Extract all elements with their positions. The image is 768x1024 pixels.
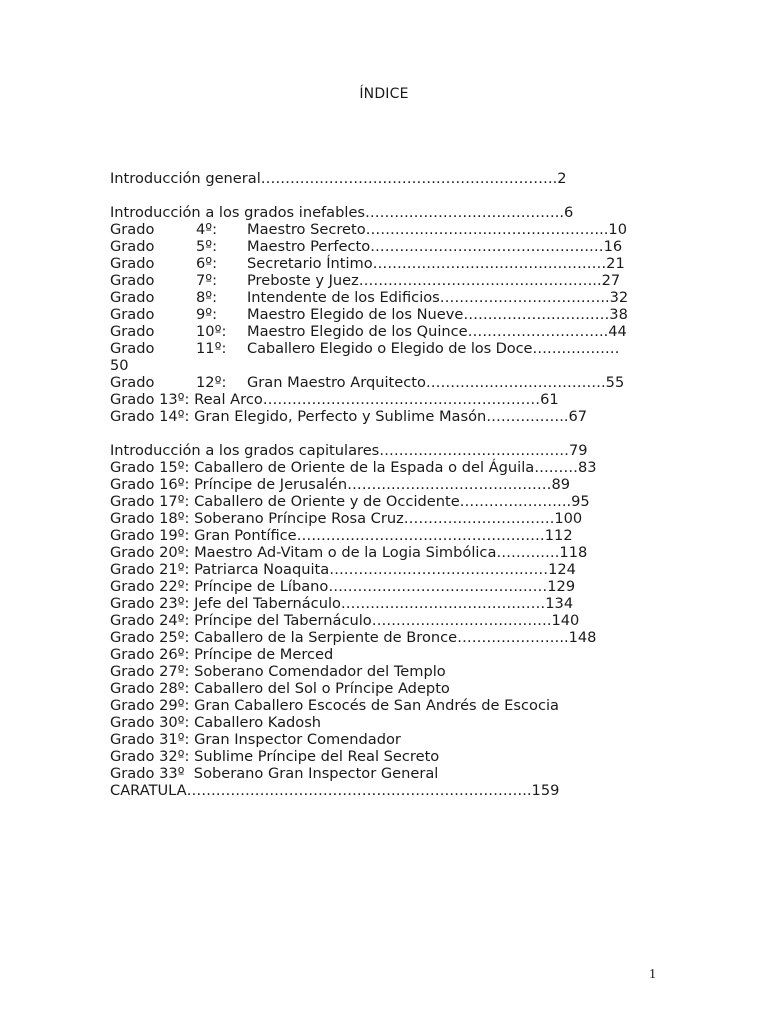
toc-entry: Grado 31º: Gran Inspector Comendador <box>110 731 401 748</box>
grade-word: Grado <box>110 238 155 255</box>
page-number: 1 <box>649 967 656 982</box>
toc-entry <box>110 323 670 340</box>
toc-entry: Grado 13º: Real Arco…………………………………………………61 <box>110 391 559 408</box>
grade-number: 4º: <box>196 221 218 238</box>
toc-entry <box>110 374 670 391</box>
grade-title: Gran Maestro Arquitecto……………………………….55 <box>247 374 625 391</box>
toc-section-heading: Introducción a los grados capitulares…………………………………79 <box>110 442 588 459</box>
toc-entry <box>110 289 670 306</box>
toc-entry <box>110 340 670 357</box>
toc-entry: Grado 27º: Soberano Comendador del Templo <box>110 663 446 680</box>
grade-word: Grado <box>110 272 155 289</box>
grade-title: Preboste y Juez…………………………………………..27 <box>247 272 621 289</box>
toc-entry: Introducción general…………………………………………………….2 <box>110 170 567 187</box>
toc-entry: Grado 26º: Príncipe de Merced <box>110 646 334 663</box>
grade-title: Intendente de los Edificios……………………………..32 <box>247 289 629 306</box>
toc-entry: Grado 25º: Caballero de la Serpiente de Bronce…………………..148 <box>110 629 597 646</box>
toc-section-heading: Introducción a los grados inefables…………………………………..6 <box>110 204 574 221</box>
toc-entry: Grado 14º: Gran Elegido, Perfecto y Sublime Masón……………..67 <box>110 408 588 425</box>
grade-number: 5º: <box>196 238 218 255</box>
grade-title: Maestro Secreto…………………………………………..10 <box>247 221 628 238</box>
toc-entry: Grado 33º Soberano Gran Inspector General <box>110 765 439 782</box>
toc-entry: Grado 32º: Sublime Príncipe del Real Secreto <box>110 748 440 765</box>
toc-entry: Grado 16º: Príncipe de Jerusalén……………………………………89 <box>110 476 571 493</box>
grade-number: 12º: <box>196 374 227 391</box>
toc-entry: Grado 30º: Caballero Kadosh <box>110 714 322 731</box>
toc-entry: Grado 15º: Caballero de Oriente de la Espada o del Águila………83 <box>110 459 597 476</box>
grade-title: Maestro Elegido de los Nueve…………………………38 <box>247 306 628 323</box>
grade-word: Grado <box>110 323 155 340</box>
toc-entry: Grado 29º: Gran Caballero Escocés de San Andrés de Escocia <box>110 697 559 714</box>
toc-entry: Grado 20º: Maestro Ad-Vitam o de la Logia Simbólica………….118 <box>110 544 588 561</box>
grade-word: Grado <box>110 221 155 238</box>
toc-entry: Grado 17º: Caballero de Oriente y de Occidente…………………..95 <box>110 493 590 510</box>
grade-title: Secretario Íntimo…………………………………………21 <box>247 255 625 272</box>
grade-word: Grado <box>110 374 155 391</box>
grade-number: 8º: <box>196 289 218 306</box>
spacer <box>110 425 670 442</box>
toc-entry-wrap: 50 <box>110 357 129 374</box>
grade-word: Grado <box>110 289 155 306</box>
toc-entry: Grado 22º: Príncipe de Líbano………………………………………129 <box>110 578 576 595</box>
toc-entry: Grado 18º: Soberano Príncipe Rosa Cruz………………………….100 <box>110 510 583 527</box>
toc-entry <box>110 272 670 289</box>
toc-entry: CARATULA……………………………………………………………..159 <box>110 782 560 799</box>
grade-title: Maestro Perfecto…………………………………………16 <box>247 238 623 255</box>
grade-number: 9º: <box>196 306 218 323</box>
grade-number: 7º: <box>196 272 218 289</box>
grade-word: Grado <box>110 306 155 323</box>
table-of-contents <box>110 170 670 799</box>
toc-entry: Grado 19º: Gran Pontífice……………………………………………112 <box>110 527 573 544</box>
grade-number: 10º: <box>196 323 227 340</box>
toc-entry <box>110 306 670 323</box>
grade-word: Grado <box>110 255 155 272</box>
toc-entry: Grado 23º: Jefe del Tabernáculo……………………………………134 <box>110 595 574 612</box>
toc-entry: Grado 21º: Patriarca Noaquita………………………………………124 <box>110 561 576 578</box>
toc-entry <box>110 221 670 238</box>
grade-number: 6º: <box>196 255 218 272</box>
grade-number: 11º: <box>196 340 227 357</box>
toc-entry: Grado 28º: Caballero del Sol o Príncipe Adepto <box>110 680 450 697</box>
toc-entry <box>110 238 670 255</box>
toc-entry <box>110 255 670 272</box>
grade-title: Caballero Elegido o Elegido de los Doce……………… <box>247 340 620 357</box>
grade-title: Maestro Elegido de los Quince………………………..44 <box>247 323 627 340</box>
toc-entry: Grado 24º: Príncipe del Tabernáculo……………………………….140 <box>110 612 580 629</box>
index-title: ÍNDICE <box>359 86 409 102</box>
grade-word: Grado <box>110 340 155 357</box>
spacer <box>110 187 670 204</box>
